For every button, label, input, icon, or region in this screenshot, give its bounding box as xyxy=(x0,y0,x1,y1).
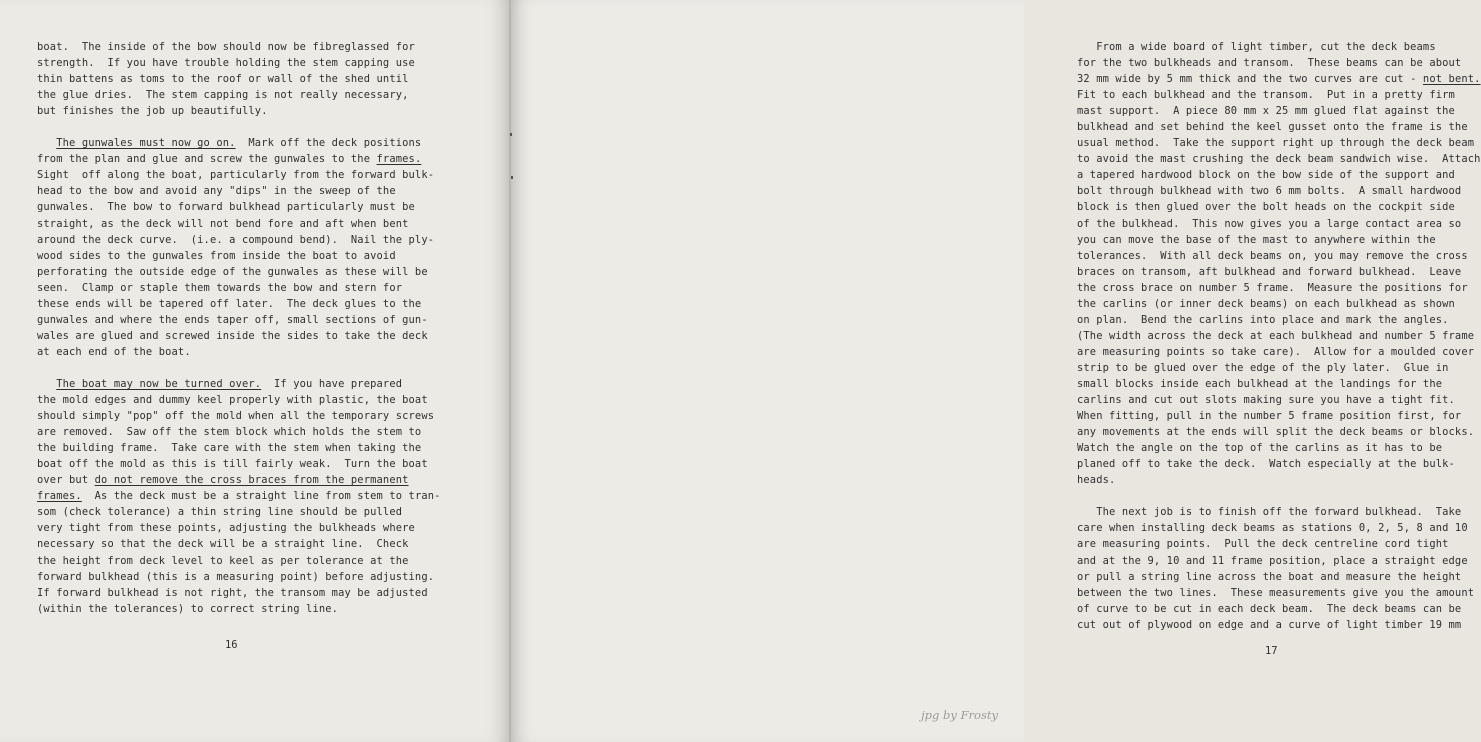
text-line: and at the 9, 10 and 11 frame position, place a straight edge xyxy=(1077,554,1468,567)
text-line: The boat may now be turned over. If you have prepared xyxy=(56,377,403,390)
right-page-body xyxy=(1077,39,1481,649)
text-line: gunwales and where the ends taper off, small sections of gun- xyxy=(37,313,428,326)
text-line: between the two lines. These measurements give you the amount xyxy=(1077,586,1475,599)
left-page-number: 16 xyxy=(225,639,238,651)
text-line: usual method. Take the support right up through the deck beam xyxy=(1077,137,1475,150)
right-paragraph xyxy=(1077,39,1481,488)
text-line: the mold edges and dummy keel properly with plastic, the boat xyxy=(37,394,428,407)
text-line: From a wide board of light timber, cut the deck beams xyxy=(1077,41,1436,53)
text-line: a tapered hardwood block on the bow side of the support and xyxy=(1077,169,1455,182)
text-line: frames. As the deck must be a straight line from stem to tran- xyxy=(37,490,441,503)
text-line: on plan. Bend the carlins into place and mark the angles. xyxy=(1077,313,1449,326)
left-page xyxy=(0,0,510,742)
text-line: small blocks inside each bulkhead at the landings for the xyxy=(1077,377,1443,390)
text-line: block is then glued over the bolt heads on the cockpit side xyxy=(1077,201,1455,214)
text-line: very tight from these points, adjusting the bulkheads where xyxy=(37,522,415,535)
book-gutter xyxy=(509,0,511,742)
left-paragraph xyxy=(37,39,441,119)
text-line: care when installing deck beams as stations 0, 2, 5, 8 and 10 xyxy=(1077,522,1468,535)
text-line: at each end of the boat. xyxy=(37,345,191,358)
text-line: Fit to each bulkhead and the transom. Put in a pretty firm xyxy=(1077,89,1455,102)
text-line: but finishes the job up beautifully. xyxy=(37,105,268,118)
text-line: Sight off along the boat, particularly from the forward bulk- xyxy=(37,169,435,182)
text-line: to avoid the mast crushing the deck beam sandwich wise. Attach xyxy=(1077,153,1481,166)
text-line: are removed. Saw off the stem block which holds the stem to xyxy=(37,426,422,439)
left-page-body xyxy=(37,39,441,633)
text-line: these ends will be tapered off later. The deck glues to the xyxy=(37,297,422,310)
text-line: you can move the base of the mast to anywhere within the xyxy=(1077,233,1436,246)
right-page-number: 17 xyxy=(1265,645,1278,657)
left-paragraph xyxy=(37,135,441,360)
left-paragraph xyxy=(37,376,441,617)
text-line: If forward bulkhead is not right, the transom may be adjusted xyxy=(37,586,428,599)
watermark: jpg by Frosty xyxy=(921,708,998,722)
text-line: (within the tolerances) to correct string line. xyxy=(37,602,339,615)
text-line: cut out of plywood on edge and a curve of light timber 19 mm xyxy=(1077,618,1462,631)
text-line: from the plan and glue and screw the gunwales to the frames. xyxy=(37,153,422,166)
text-line: over but do not remove the cross braces from the permanent xyxy=(37,474,409,487)
text-line: around the deck curve. (i.e. a compound bend). Nail the ply- xyxy=(37,233,435,246)
scan-speck xyxy=(511,176,513,179)
scan-speck xyxy=(510,133,512,136)
text-line: The next job is to finish off the forward bulkhead. Take xyxy=(1077,506,1462,519)
text-line: 32 mm wide by 5 mm thick and the two curves are cut - not bent. xyxy=(1077,73,1481,86)
text-line: wales are glued and screwed inside the sides to take the deck xyxy=(37,329,428,342)
text-line: (The width across the deck at each bulkhead and number 5 frame xyxy=(1077,329,1475,342)
text-line: wood sides to the gunwales from inside the boat to avoid xyxy=(37,249,396,262)
text-line: strength. If you have trouble holding the stem capping use xyxy=(37,57,415,70)
text-line: head to the bow and avoid any "dips" in the sweep of the xyxy=(37,185,396,198)
text-line: boat off the mold as this is till fairly weak. Turn the boat xyxy=(37,458,428,471)
text-line: of the bulkhead. This now gives you a large contact area so xyxy=(1077,217,1462,230)
text-line: carlins and cut out slots making sure you have a tight fit. xyxy=(1077,394,1455,407)
text-line: thin battens as toms to the roof or wall of the shed until xyxy=(37,73,409,86)
text-line: or pull a string line across the boat and measure the height xyxy=(1077,570,1462,583)
text-line: the height from deck level to keel as per tolerance at the xyxy=(37,554,409,567)
text-line: the building frame. Take care with the stem when taking the xyxy=(37,442,422,455)
text-line: strip to be glued over the edge of the ply later. Glue in xyxy=(1077,361,1449,374)
text-line: bulkhead and set behind the keel gusset onto the frame is the xyxy=(1077,121,1468,134)
text-line: mast support. A piece 80 mm x 25 mm glued flat against the xyxy=(1077,105,1455,118)
right-page xyxy=(510,0,1481,742)
text-line: heads. xyxy=(1077,474,1116,487)
text-line: braces on transom, aft bulkhead and forward bulkhead. Leave xyxy=(1077,265,1462,278)
text-line: Watch the angle on the top of the carlins as it has to be xyxy=(1077,442,1443,455)
text-line: When fitting, pull in the number 5 frame position first, for xyxy=(1077,410,1462,423)
text-line: tolerances. With all deck beams on, you may remove the cross xyxy=(1077,249,1468,262)
text-line: The gunwales must now go on. Mark off the deck positions xyxy=(56,137,422,150)
text-line: the glue dries. The stem capping is not really necessary, xyxy=(37,89,409,102)
text-line: straight, as the deck will not bend fore and aft when bent xyxy=(37,217,409,230)
text-line: planed off to take the deck. Watch especially at the bulk- xyxy=(1077,458,1455,471)
text-line: perforating the outside edge of the gunwales as these will be xyxy=(37,265,428,278)
text-line: the carlins (or inner deck beams) on each bulkhead as shown xyxy=(1077,297,1455,310)
text-line: boat. The inside of the bow should now be fibreglassed for xyxy=(37,41,415,53)
right-paragraph xyxy=(1077,504,1481,632)
text-line: are measuring points so take care). Allow for a moulded cover xyxy=(1077,345,1475,358)
text-line: som (check tolerance) a thin string line should be pulled xyxy=(37,506,403,519)
text-line: any movements at the ends will split the deck beams or blocks. xyxy=(1077,426,1475,439)
text-line: forward bulkhead (this is a measuring point) before adjusting. xyxy=(37,570,435,583)
text-line: bolt through bulkhead with two 6 mm bolts. A small hardwood xyxy=(1077,185,1462,198)
text-line: of curve to be cut in each deck beam. The deck beams can be xyxy=(1077,602,1462,615)
text-line: are measuring points. Pull the deck centreline cord tight xyxy=(1077,538,1449,551)
text-line: should simply "pop" off the mold when all the temporary screws xyxy=(37,410,435,423)
text-line: the cross brace on number 5 frame. Measure the positions for xyxy=(1077,281,1468,294)
text-line: gunwales. The bow to forward bulkhead particularly must be xyxy=(37,201,415,214)
text-line: seen. Clamp or staple them towards the bow and stern for xyxy=(37,281,403,294)
text-line: for the two bulkheads and transom. These beams can be about xyxy=(1077,57,1462,70)
text-line: necessary so that the deck will be a straight line. Check xyxy=(37,538,409,551)
